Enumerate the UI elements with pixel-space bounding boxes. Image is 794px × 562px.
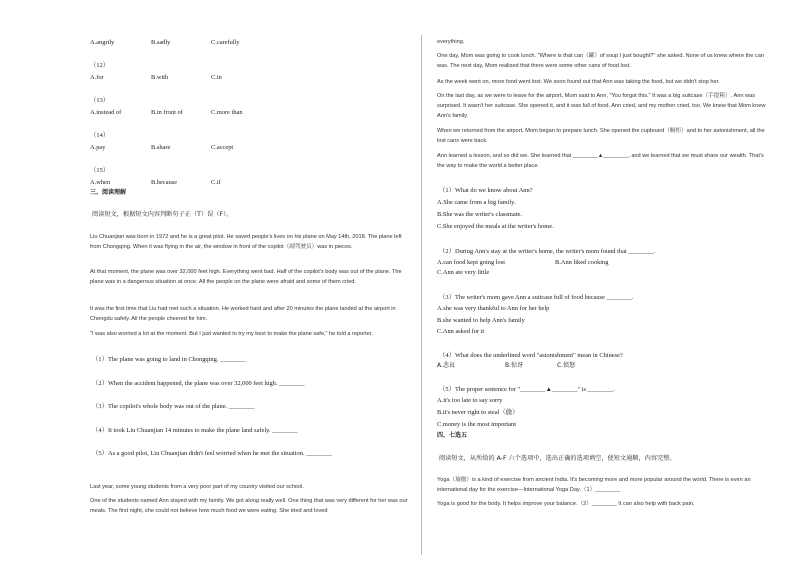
passage-paragraph: As the week went on, more food went lost. We soon found out that Ann was taking the food, but we didn't stop her.	[437, 79, 720, 85]
passage-paragraph: When we returned from the airport, Mom began to prepare lunch. She opened the cupboard（橱柜）and to her astonishment, all the lost cans were back.	[437, 128, 765, 144]
option-c: C.more than	[211, 109, 243, 116]
option-a: A.can food kept going lost	[437, 259, 505, 266]
question-number: （14）	[90, 132, 110, 139]
option-b: B.she wanted to help Ann's family	[437, 317, 525, 324]
option-a: A.pay	[90, 144, 106, 151]
option-b: B.it's never right to steal（偷）	[437, 409, 519, 416]
section-instruction: 阅读短文，根据短文内容判断句子正（T）误（F）。	[92, 211, 233, 218]
passage-paragraph: At that moment, the plane was over 32,000 feet high. Everything went bad. Half of the copilot's body was out of the plane. The plane was in a dangerous situation at once. All the people on the plane were afraid and some of them cried.	[90, 269, 402, 285]
section-instruction: 阅读短文，从所给的 A-F 六个选项中，选出正确的选项填空，使短文通顺，内容完整。	[439, 455, 676, 462]
option-b: B.in front of	[151, 109, 183, 116]
passage-paragraph: On the last day, as we were to leave for the airport, Mom said to Ann, "You forgot this." It was a big suitcase（手提箱）. Ann was surprised. It wasn't her suitcase. She opened it, and it was full of food. Ann cried, and my mother cried, too. We knew that Mom knew Ann's family.	[437, 93, 766, 119]
option-a: A.it's too late to say sorry	[437, 397, 503, 404]
passage-paragraph: One day, Mom was going to cook lunch. "Where is that can（罐）of soup I just bought?" she asked. None of us knew where the can was. The next day, Mom realized that there were some other cans of food lost.	[437, 53, 764, 69]
option-c: C.if	[211, 179, 221, 186]
tf-question: （3）The copilot's whole body was out of the plane. ________	[92, 403, 255, 410]
option-c: C.in	[211, 74, 222, 81]
option-c: C.Ann asked for it	[437, 328, 485, 335]
option-b: B.sadly	[151, 39, 171, 46]
option-b: B.share	[151, 144, 171, 151]
passage-paragraph: One of the students named Ann stayed with my family. We got along really well. One thing that was very different for her was our meals. The first night, she could not believe how much food we were eating. She tried and loved	[90, 498, 408, 514]
option-a: A.when	[90, 179, 111, 186]
option-c: C.Ann ate very little	[437, 269, 490, 276]
option-a: A.for	[90, 74, 104, 81]
mc-question: （4）What does the underlined word "astonishment" mean in Chinese?	[439, 352, 623, 359]
mc-question: （2）During Ann's stay at the writer's home, the writer's mom found that ________.	[439, 248, 656, 255]
option-c: C.money is the most important	[437, 421, 516, 428]
section-heading: 三、阅读理解	[90, 189, 127, 196]
passage-continuation: everything.	[437, 39, 465, 45]
section-heading: 四、七选五	[437, 432, 468, 439]
question-number: （12）	[90, 62, 110, 69]
question-number: （15）	[90, 167, 110, 174]
question-number: （13）	[90, 97, 110, 104]
passage-paragraph: "I was also worried a lot at the moment. But I just wanted to try my best to make the plane safe," he told a reporter.	[90, 331, 373, 337]
passage-paragraph: Last year, some young students from a very poor part of my country visited our school.	[90, 484, 304, 490]
tf-question: （4）It took Liu Chuanjian 14 minutes to make the plane land safely. ________	[92, 427, 298, 434]
option-c: C.accept	[211, 144, 234, 151]
passage-paragraph: Yoga（瑜伽）is a kind of exercise from ancient India. It's becoming more and more popular around the world. There is even an international day for the exercise—International Yoga Day.（1）________	[437, 477, 751, 493]
option-c: C.愤怒	[557, 362, 576, 369]
option-a: A.angrily	[90, 39, 115, 46]
option-a: A.悲哀	[437, 362, 455, 369]
tf-question: （5）As a good pilot, Liu Chuanjian didn't feel worried when he met the situation. ________	[92, 450, 332, 457]
option-b: B.She was the writer's classmate.	[437, 211, 522, 218]
passage-paragraph: Liu Chuanjian was born in 1972 and he is a great pilot. He saved people's lives on his plane on May 14th, 2018. The plane left from Chongqing. When it was flying in the air, the window in front of the copilot（副驾驶员）was in pieces.	[90, 234, 402, 250]
option-a: A.instead of	[90, 109, 122, 116]
passage-paragraph: It was the first time that Liu had met such a situation. He worked hard and after 20 minutes the plane landed at the airport in Chengdu safely. All the people cheered for him.	[90, 306, 396, 322]
option-b: B.because	[151, 179, 178, 186]
passage-paragraph: Ann learned a lesson, and so did we. She learned that ________▲________, and we learned that we must share our wealth. That's the way to make the world a better place.	[437, 153, 764, 169]
option-a: A.she was very thankful to Ann for her help	[437, 305, 550, 312]
passage-paragraph: Yoga is good for the body. It helps improve your balance.（2）________ It can also help with back pain.	[437, 501, 695, 507]
option-c: C.She enjoyed the meals at the writer's home.	[437, 223, 554, 230]
tf-question: （2）When the accident happened, the plane was over 32,000 feet high. ________	[92, 380, 305, 387]
option-a: A.She came from a big family.	[437, 199, 516, 206]
tf-question: （1）The plane was going to land in Chongqing. ________	[92, 356, 246, 363]
mc-question: （1）What do we know about Ann?	[439, 187, 533, 194]
option-b: B.Ann liked cooking	[555, 259, 609, 266]
option-c: C.carefully	[211, 39, 240, 46]
page-divider	[421, 35, 422, 555]
mc-question: （5）The proper sentence for "________▲________" is ________.	[439, 386, 615, 393]
option-b: B.with	[151, 74, 169, 81]
mc-question: （3）The writer's mom gave Ann a suitcase full of food because ________.	[439, 294, 634, 301]
option-b: B.惊讶	[505, 362, 524, 369]
